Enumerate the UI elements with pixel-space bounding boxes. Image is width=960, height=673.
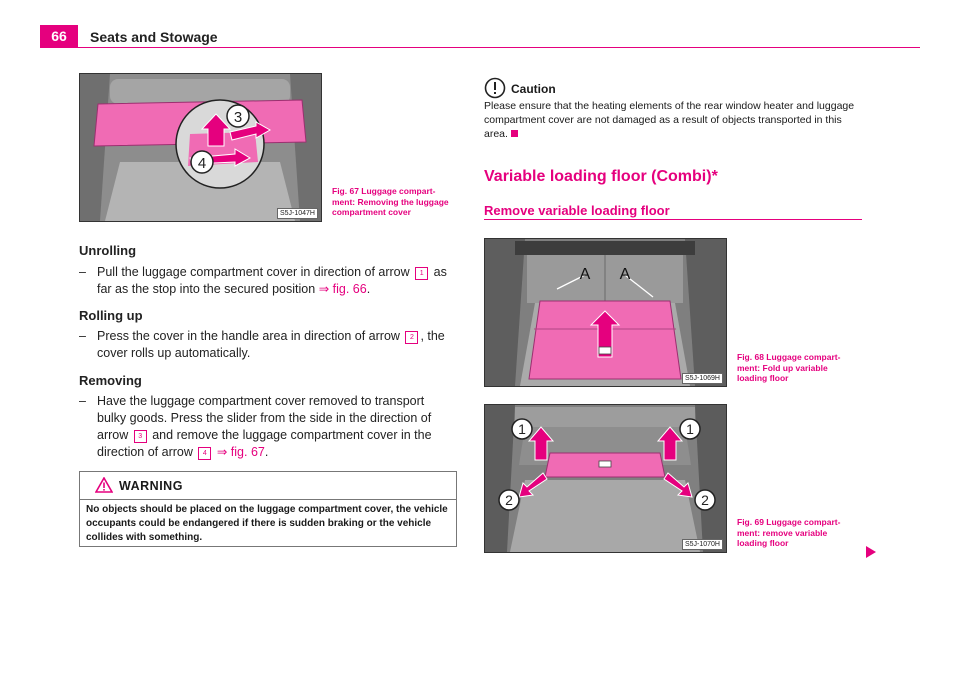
fig68-label-a-right: A <box>619 266 631 283</box>
removing-text-a: Have the luggage compartment cover removed to transport bulky goods. Press the slider from the side in the direction of arrow <box>97 394 432 442</box>
figure-69-caption: Fig. 69 Luggage compart- ment: remove variable loading floor <box>737 517 841 548</box>
header-rule <box>40 47 920 48</box>
rolling-up-text-a: Press the cover in the handle area in direction of arrow <box>97 329 400 343</box>
removing-text-b: and remove the luggage compartment cover in the direction of arrow <box>97 428 432 459</box>
end-marker-icon <box>511 130 518 137</box>
page-number: 66 <box>40 25 78 47</box>
list-dash: – <box>79 329 86 343</box>
fig-67-link[interactable]: ⇒ fig. 67 <box>216 445 265 459</box>
section-title: Variable loading floor (Combi)* <box>484 168 718 185</box>
warning-triangle-icon <box>95 477 113 493</box>
warning-box <box>79 471 457 547</box>
figure-67 <box>79 73 322 222</box>
figure-67-illustration <box>80 74 321 221</box>
fig67-label-3: 3 <box>233 109 243 126</box>
caution-title: Caution <box>511 82 556 96</box>
figure-code: S5J-1047H <box>277 208 318 219</box>
warning-text: No objects should be placed on the luggage compartment cover, the vehicle occupants could be endangered if there is sudden braking or the vehicle collides with something. <box>86 504 448 543</box>
unrolling-heading: Unrolling <box>79 243 137 258</box>
unrolling-text-a: Pull the luggage compartment cover in direction of arrow <box>97 265 410 279</box>
fig69-label-1-right: 1 <box>686 421 694 437</box>
fig68-label-a-left: A <box>579 266 591 283</box>
chapter-title: Seats and Stowage <box>90 29 218 45</box>
figure-68-illustration <box>485 239 726 386</box>
removing-heading: Removing <box>79 373 142 388</box>
figure-68 <box>484 238 727 387</box>
fig67-label-4: 4 <box>197 155 207 172</box>
removing-paragraph <box>79 393 455 461</box>
arrow-tag-4: 4 <box>198 447 211 460</box>
removing-text-c: . <box>264 445 269 459</box>
unrolling-text-b: as far as the stop into the secured position <box>97 265 447 296</box>
exclamation-circle-icon <box>484 77 506 99</box>
list-dash: – <box>79 265 86 279</box>
unrolling-paragraph <box>79 264 455 298</box>
figure-69-illustration <box>485 405 726 552</box>
warning-title: WARNING <box>119 479 183 493</box>
subsection-title: Remove variable loading floor <box>484 203 670 218</box>
figure-code: S5J-1069H <box>682 373 723 384</box>
subsection-rule <box>484 219 862 220</box>
caution-body: Please ensure that the heating elements of the rear window heater and luggage compartment cover are not damaged as a result of objects transported in this area. <box>484 100 855 140</box>
caution-text <box>484 99 864 141</box>
arrow-tag-3: 3 <box>134 430 147 443</box>
fig69-label-2-right: 2 <box>701 492 709 508</box>
list-dash: – <box>79 394 86 408</box>
rolling-up-heading: Rolling up <box>79 308 143 323</box>
figure-68-caption: Fig. 68 Luggage compart- ment: Fold up variable loading floor <box>737 352 841 383</box>
arrow-tag-2: 2 <box>405 331 418 344</box>
fig69-label-2-left: 2 <box>505 492 513 508</box>
arrow-tag-1: 1 <box>415 267 428 280</box>
figure-code: S5J-1070H <box>682 539 723 550</box>
figure-67-caption: Fig. 67 Luggage compart- ment: Removing the luggage compartment cover <box>332 186 449 217</box>
figure-69 <box>484 404 727 553</box>
next-page-arrow-icon[interactable] <box>865 545 877 559</box>
rolling-up-paragraph <box>79 328 455 362</box>
warning-header <box>80 472 456 500</box>
fig69-label-1-left: 1 <box>518 421 526 437</box>
rolling-up-text-b: , the cover rolls up automatically. <box>97 329 445 360</box>
fig-66-link[interactable]: ⇒ fig. 66 <box>318 282 367 296</box>
unrolling-text-c: . <box>366 282 371 296</box>
